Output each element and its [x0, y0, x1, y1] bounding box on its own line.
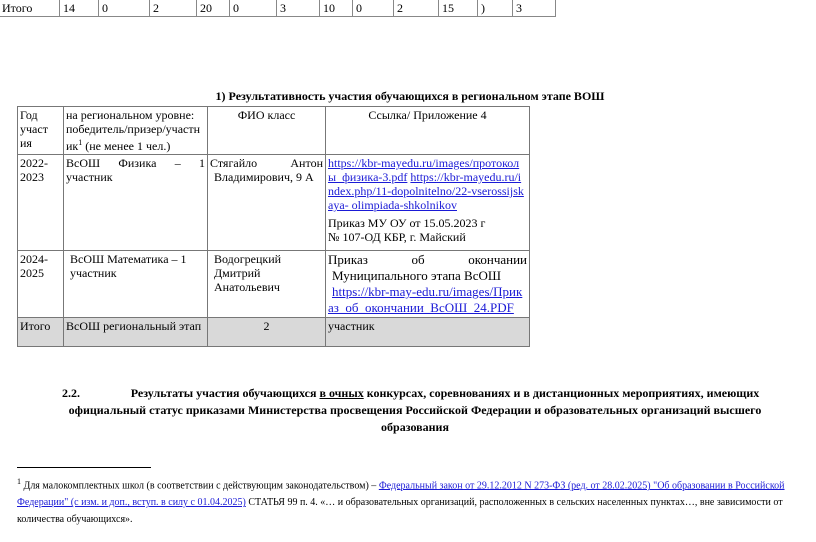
summary-cell: 3: [277, 0, 320, 17]
fio-name: Стягайло Антон: [210, 156, 323, 170]
header-year: Год участ ия: [18, 107, 64, 155]
section-number: 2.2.: [62, 386, 80, 400]
row-level: ВсОШ Физика – 1 участник: [64, 155, 208, 251]
summary-cell: Итого: [0, 0, 60, 17]
table-row: [18, 251, 530, 318]
summary-cell: 0: [230, 0, 277, 17]
summary-cell: 10: [320, 0, 353, 17]
row-year: 2022-2023: [18, 155, 64, 251]
section-title: 1) Результативность участия обучающихся в региональном этапе ВОШ: [215, 89, 605, 103]
summary-cell: 0: [99, 0, 150, 17]
results-table: [17, 106, 530, 347]
fio-name: Водогрецкий: [214, 252, 282, 266]
summary-cell: 2: [150, 0, 197, 17]
summary-cell: 2: [394, 0, 439, 17]
order-text: Приказ МУ ОУ от 15.05.2023 г: [328, 216, 486, 230]
olympiad-link[interactable]: https://kbr-mayedu.ru/index.php/11-dopolnitelno/22-vserossijskaya- olimpiada-shkolnikov: [328, 170, 524, 212]
total-label: Итого: [18, 318, 64, 347]
summary-row-table: [0, 0, 556, 17]
order-link[interactable]: https://kbr-may-edu.ru/images/Приказ_об_окончании_ВсОШ_24.PDF: [328, 284, 523, 315]
row-fio: [208, 251, 326, 318]
order-text-2: Муниципального этапа ВсОШ: [332, 268, 501, 283]
summary-cell: 15: [439, 0, 478, 17]
summary-cell: 3: [513, 0, 556, 17]
summary-cell: 14: [60, 0, 99, 17]
fio-rest: Дмитрий Анатольевич: [214, 266, 280, 294]
header-level: на региональном уровне: победитель/призер/участн $ик^1$ (не менее 1 чел.): [64, 107, 208, 155]
law-link[interactable]: Федеральный закон от 29.12.2012 N 273-ФЗ (ред. от 28.02.2025) "Об образовании в Российской Федерации" (с изм. и доп., вступ. в силу с 01.04.2025): [17, 480, 785, 509]
row-link: [326, 251, 530, 318]
summary-row: [0, 0, 556, 17]
total-level: ВсОШ региональный этап: [64, 318, 208, 347]
row-link: [326, 155, 530, 251]
summary-cell: 0: [353, 0, 394, 17]
order-text: Приказ об окончании: [328, 252, 527, 267]
summary-cell: 20: [197, 0, 230, 17]
table-row: [18, 155, 530, 251]
header-link: Ссылка/ Приложение 4: [326, 107, 530, 155]
total-note: участник: [326, 318, 530, 347]
header-fio: ФИО класс: [208, 107, 326, 155]
total-count: 2: [208, 318, 326, 347]
table-total-row: [18, 318, 530, 347]
fio-rest: Владимирович, 9 А: [214, 170, 314, 184]
table-header-row: [18, 107, 530, 155]
protocol-link[interactable]: https://kbr-mayedu.ru/images/протоколы_физика-3.pdf: [328, 156, 520, 184]
row-level: ВсОШ Математика – 1 участник: [64, 251, 208, 318]
order-text-2: № 107-ОД КБР, г. Майский: [328, 230, 466, 244]
footnote: $^1$ Для малокомплектных школ (в соответствии с действующим законодательством) – Федеральный закон от 29.12.2012 N 273-ФЗ (ред. от 28.02.2025) "Об образовании в Российской Федерации" (с изм. и доп., вступ. в силу с 01.04.2025) СТАТЬЯ 99 п. 4. «… и образовательных организаций, расположенных в сельских населенных пунктах…, вне зависимости от количества обучающихся».: [17, 477, 785, 526]
summary-cell: ): [478, 0, 513, 17]
footnote-separator: [17, 467, 151, 468]
row-fio: [208, 155, 326, 251]
row-year: 2024-2025: [18, 251, 64, 318]
section-2-2: 2.2. Результаты участия обучающихся в очных конкурсах, соревнованиях и в дистанционных мероприятиях, имеющих официальный статус приказами Министерства просвещения Российской Федерации и образовательных организаций высшего образования: [62, 386, 762, 434]
